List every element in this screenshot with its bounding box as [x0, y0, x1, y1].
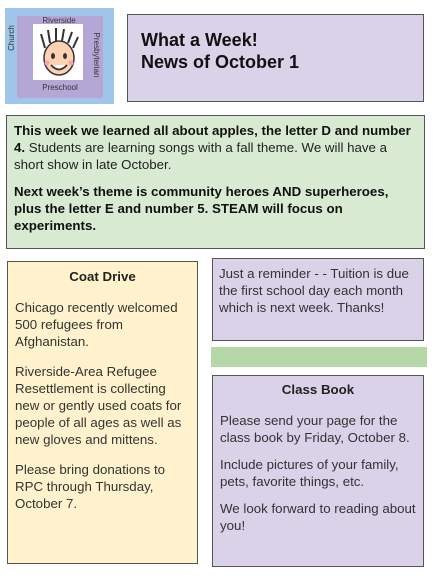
- class-book-p2: Include pictures of your family, pets, favorite things, etc.: [220, 457, 399, 489]
- next-week-bold: Next week’s theme is community heroes AND superheroes, plus the letter E and number 5. STEAM will focus on experiments.: [14, 184, 389, 233]
- class-book-panel: [212, 375, 424, 567]
- preschool-logo: [5, 8, 114, 104]
- coat-drive-panel: [7, 261, 198, 564]
- this-week-text: Students are learning songs with a fall theme. We will have a short show in late October.: [14, 140, 388, 172]
- title-line-2: News of October 1: [141, 52, 300, 72]
- green-divider-bar: [211, 347, 427, 367]
- coat-drive-heading: Coat Drive: [69, 269, 136, 284]
- tuition-reminder-panel: [212, 258, 424, 341]
- class-book-p3: We look forward to reading about you!: [220, 501, 416, 533]
- this-week-bold: This week we learned all about apples, the letter D and number 4.: [14, 123, 411, 155]
- title-line-1: What a Week!: [141, 30, 258, 50]
- class-book-p1: Please send your page for the class book by Friday, October 8.: [220, 413, 410, 445]
- tuition-reminder-text: Just a reminder - - Tuition is due the first school day each month which is next week. Thanks!: [219, 266, 409, 315]
- next-week-paragraph: [14, 183, 417, 234]
- coat-drive-p1: Chicago recently welcomed 500 refugees from Afghanistan.: [15, 300, 178, 349]
- logo-text-right: Presbyterian: [92, 32, 101, 78]
- coat-drive-p2: Riverside-Area Refugee Resettlement is collecting new or gently used coats for people of all ages as well as new gloves and mittens.: [15, 364, 182, 447]
- logo-text-left: Church: [7, 25, 16, 51]
- logo-text-top: Riverside: [42, 16, 76, 25]
- newsletter-title-box: [127, 14, 424, 102]
- logo-text-bottom: Preschool: [42, 83, 78, 92]
- child-face-icon: [35, 28, 83, 82]
- class-book-heading: Class Book: [281, 382, 355, 397]
- coat-drive-p3: Please bring donations to RPC through Thursday, October 7.: [15, 462, 166, 511]
- this-week-paragraph: [14, 122, 417, 173]
- weekly-theme-panel: [6, 115, 425, 249]
